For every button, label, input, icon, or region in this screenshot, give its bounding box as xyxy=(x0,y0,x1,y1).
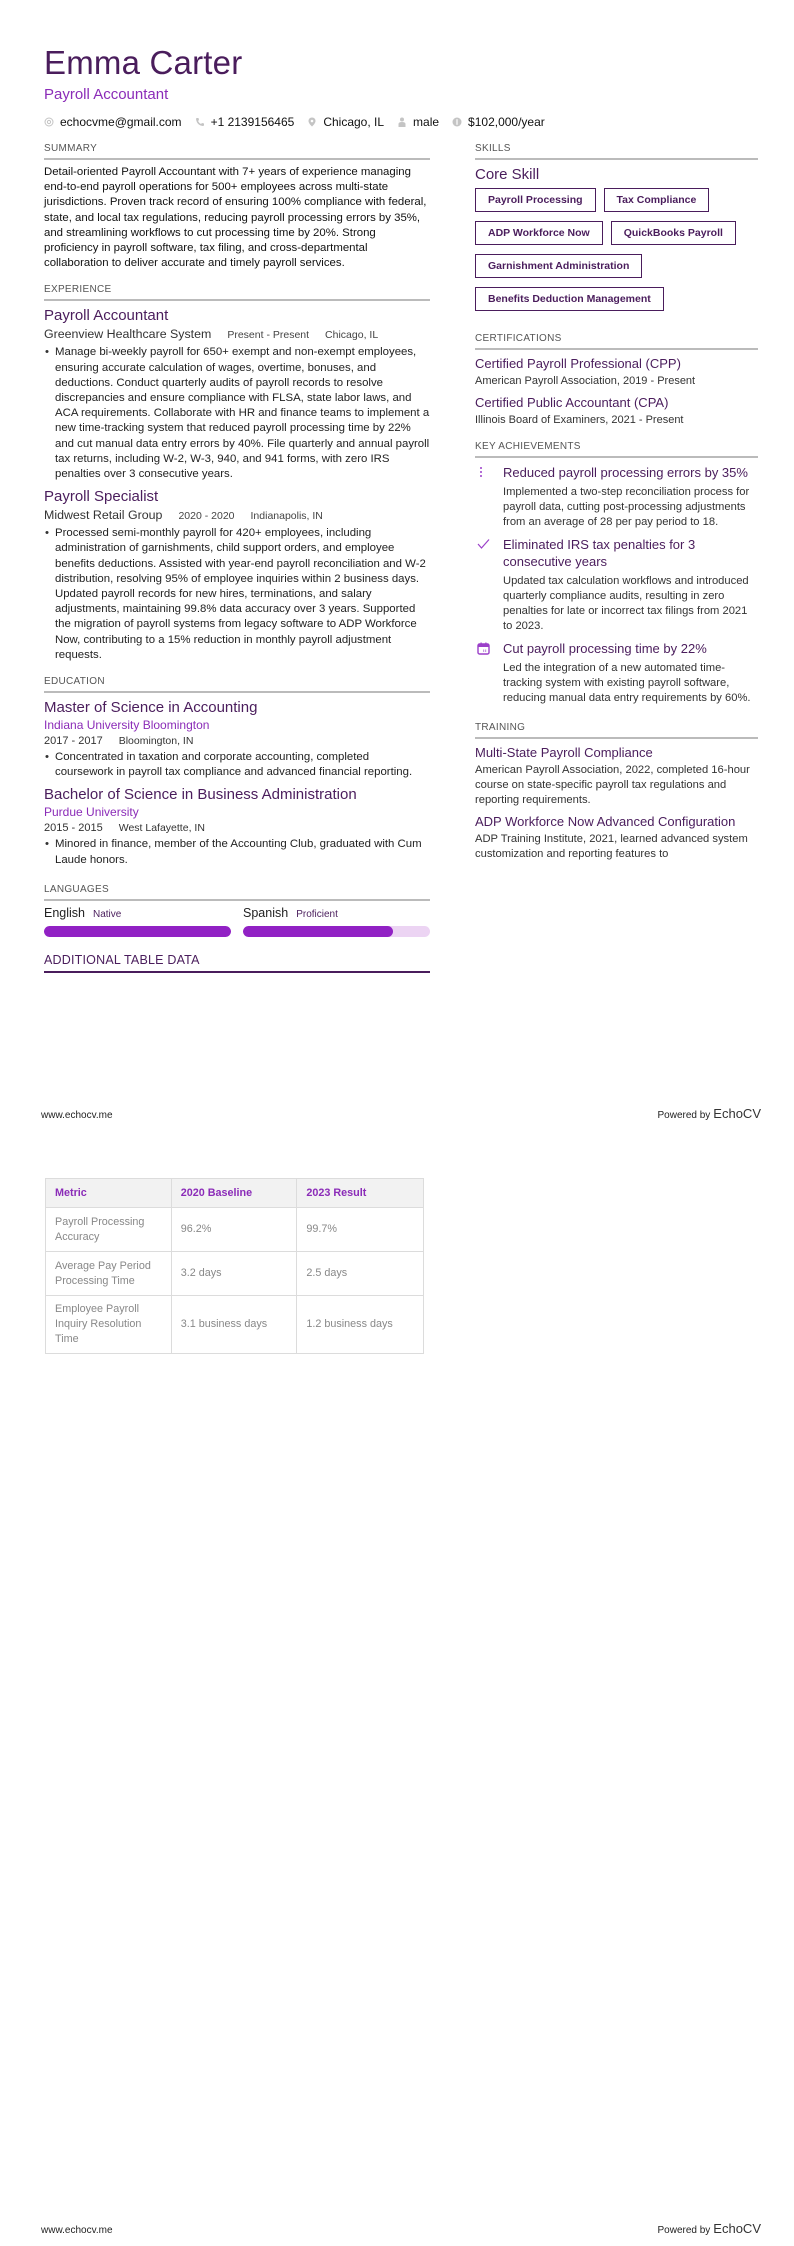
job-dates: 2020 - 2020 xyxy=(178,510,235,523)
table-cell: 2.5 days xyxy=(297,1252,424,1296)
vertical-dots-icon xyxy=(475,464,503,530)
calendar-icon xyxy=(475,640,503,706)
section-heading: KEY ACHIEVEMENTS xyxy=(475,441,758,458)
edu-bullets xyxy=(44,837,430,867)
training-desc: American Payroll Association, 2022, completed 16-hour course on state-specific payroll tax regulations and reporting requirements. xyxy=(475,764,750,806)
checkmark-icon xyxy=(475,536,503,634)
job-bullet: • Manage bi-weekly payroll for 650+ exempt and non-exempt employees, ensuring accurate calculation of wages, overtime, bonuses, and deductions. Conduct quarterly audits of payroll records to resolve discrepancies and ensure compliance with FLSA, state labor laws, and ACA requirements. Collaborate with HR and finance teams to implement a new time-tracking system that reduced payroll processing time by 22% and cut manual data entry errors by 40%. File quarterly and annual payroll tax returns, including W-2, W-3, 940, and 941 forms, with zero IRS penalties over 3 consecutive years. xyxy=(44,345,430,482)
table-cell: 96.2% xyxy=(171,1208,297,1252)
section-heading: EXPERIENCE xyxy=(44,284,430,301)
achievement-item xyxy=(475,536,758,634)
phone-icon xyxy=(195,117,205,127)
brand-logo: EchoCV xyxy=(713,2221,761,2236)
table-cell: Average Pay Period Processing Time xyxy=(46,1252,172,1296)
table-header-row xyxy=(46,1179,424,1208)
training-name: Multi-State Payroll Compliance xyxy=(475,745,653,760)
skill-category: Core Skill xyxy=(475,166,540,183)
page-footer xyxy=(41,2221,761,2236)
contact-location-value: Chicago, IL xyxy=(323,115,385,129)
page-footer xyxy=(41,1106,761,1121)
additional-table-heading: ADDITIONAL TABLE DATA xyxy=(44,952,430,973)
table-header-cell: Metric xyxy=(46,1179,172,1208)
achievement-desc: Implemented a two-step reconciliation process for payroll data, cutting post-processing adjustments from an average of 28 per pay period to 18. xyxy=(503,486,750,528)
email-icon xyxy=(44,117,54,127)
achievement-title: Eliminated IRS tax penalties for 3 consecutive years xyxy=(503,537,696,569)
salary-icon xyxy=(452,117,462,127)
cert-name: Certified Public Accountant (CPA) xyxy=(475,395,669,410)
summary-text: Detail-oriented Payroll Accountant with 7+ years of experience managing end-to-end payroll operations for 500+ employees across multi-state jurisdictions. Proven track record of ensuring 100% compliance with federal, state, and local tax regulations, reducing payroll processing errors by 35%, and streamlining workflows to cut processing time by 20%. Strong proficiency in payroll software, tax filing, and cross-departmental collaboration to deliver accurate and timely payroll services. xyxy=(44,166,427,270)
job-entry xyxy=(44,306,430,482)
edu-meta xyxy=(44,734,430,748)
skill-tag: Tax Compliance xyxy=(604,188,710,212)
powered-by-label: Powered by xyxy=(657,1110,711,1121)
experience-section xyxy=(44,284,430,663)
table-row xyxy=(46,1296,424,1354)
edu-location: West Lafayette, IN xyxy=(118,822,205,835)
job-entry xyxy=(44,487,430,663)
education-entry xyxy=(44,785,430,867)
contact-bar xyxy=(44,114,750,130)
language-bar-fill xyxy=(243,926,393,937)
table-cell: Payroll Processing Accuracy xyxy=(46,1208,172,1252)
contact-email-value: echocvme@gmail.com xyxy=(60,115,182,129)
table-cell: 3.1 business days xyxy=(171,1296,297,1354)
summary-section xyxy=(44,143,430,271)
footer-website-link[interactable]: www.echocv.me xyxy=(41,1110,113,1121)
edu-dates: 2015 - 2015 xyxy=(44,822,103,835)
language-name: Spanish xyxy=(243,905,289,920)
edu-bullets xyxy=(44,750,430,780)
table-cell: 1.2 business days xyxy=(297,1296,424,1354)
language-bar xyxy=(44,926,231,937)
contact-salary xyxy=(452,115,545,129)
section-heading: LANGUAGES xyxy=(44,884,430,901)
cert-detail: American Payroll Association, 2019 - Present xyxy=(475,375,696,387)
languages-section xyxy=(44,884,430,937)
language-level: Proficient xyxy=(296,908,338,920)
edu-meta xyxy=(44,821,430,835)
achievement-desc: Updated tax calculation workflows and introduced quarterly compliance audits, resulting in zero penalties for late or incorrect tax filings from 2021 to 2023. xyxy=(503,575,749,632)
brand-logo: EchoCV xyxy=(713,1106,761,1121)
language-item xyxy=(44,905,231,937)
contact-gender xyxy=(397,115,439,129)
achievement-title: Reduced payroll processing errors by 35% xyxy=(503,465,748,480)
table-row xyxy=(46,1252,424,1296)
table-header-cell: 2020 Baseline xyxy=(171,1179,297,1208)
job-bullet: • Processed semi-monthly payroll for 420+ employees, including administration of garnishments, child support orders, and employee benefits deductions. Assisted with year-end payroll reconciliation and W-2 distribution, resolving 95% of employee inquiries within 2 business days. Updated payroll records for new hires, terminations, and salary adjustments, maintaining 99.8% data accuracy over 3 years. Supported the migration of payroll systems from legacy software to ADP Workforce Now, contributing to a 15% reduction in monthly payroll adjustment requests. xyxy=(44,526,430,663)
skill-tag: ADP Workforce Now xyxy=(475,221,603,245)
achievements-section xyxy=(475,441,758,706)
powered-by-label: Powered by xyxy=(657,2225,711,2236)
edu-degree: Bachelor of Science in Business Administration xyxy=(44,786,357,804)
section-heading: SUMMARY xyxy=(44,143,430,160)
job-dates: Present - Present xyxy=(227,329,310,342)
job-title: Payroll Accountant xyxy=(44,307,169,325)
location-icon xyxy=(307,117,317,127)
skill-tag: QuickBooks Payroll xyxy=(611,221,736,245)
contact-email[interactable] xyxy=(44,115,182,129)
language-name: English xyxy=(44,905,85,920)
table-cell: Employee Payroll Inquiry Resolution Time xyxy=(46,1296,172,1354)
resume-header xyxy=(44,44,750,130)
training-section xyxy=(475,722,758,862)
job-bullets xyxy=(44,345,430,482)
cert-detail: Illinois Board of Examiners, 2021 - Present xyxy=(475,414,684,426)
language-head xyxy=(44,905,231,923)
cert-name: Certified Payroll Professional (CPP) xyxy=(475,356,681,371)
candidate-title: Payroll Accountant xyxy=(44,86,169,103)
contact-phone-value: +1 2139156465 xyxy=(210,115,295,129)
edu-school: Purdue University xyxy=(44,805,139,820)
skill-tag: Benefits Deduction Management xyxy=(475,287,664,311)
edu-bullet: • Minored in finance, member of the Accounting Club, graduated with Cum Laude honors. xyxy=(44,837,430,867)
language-item xyxy=(243,905,430,937)
job-bullets xyxy=(44,526,430,663)
achievement-title: Cut payroll processing time by 22% xyxy=(503,641,707,656)
edu-school: Indiana University Bloomington xyxy=(44,718,210,733)
edu-bullet: • Concentrated in taxation and corporate accounting, completed coursework in payroll tax compliance and advanced financial reporting. xyxy=(44,750,430,780)
table-header-cell: 2023 Result xyxy=(297,1179,424,1208)
achievement-item xyxy=(475,464,758,530)
job-title: Payroll Specialist xyxy=(44,488,159,506)
section-heading: EDUCATION xyxy=(44,676,430,693)
footer-powered xyxy=(657,2221,761,2236)
education-entry xyxy=(44,698,430,780)
skill-tag: Payroll Processing xyxy=(475,188,596,212)
achievement-desc: Led the integration of a new automated time-tracking system with existing payroll software, reducing manual data entry requirements by 60%. xyxy=(503,662,751,704)
section-heading: TRAINING xyxy=(475,722,758,739)
person-icon xyxy=(397,117,407,127)
contact-gender-value: male xyxy=(413,115,440,129)
table-cell: 99.7% xyxy=(297,1208,424,1252)
contact-location xyxy=(307,115,384,129)
edu-degree: Master of Science in Accounting xyxy=(44,699,258,717)
training-desc: ADP Training Institute, 2021, learned advanced system customization and reporting features to xyxy=(475,833,748,860)
job-location: Indianapolis, IN xyxy=(250,510,323,523)
right-column xyxy=(475,143,758,875)
skill-tags xyxy=(475,188,758,320)
contact-salary-value: $102,000/year xyxy=(468,115,545,129)
table-row xyxy=(46,1208,424,1252)
job-meta xyxy=(44,326,430,343)
edu-location: Bloomington, IN xyxy=(118,735,194,748)
job-meta xyxy=(44,507,430,524)
skills-section xyxy=(475,143,758,320)
language-bar xyxy=(243,926,430,937)
language-list xyxy=(44,905,430,937)
footer-website-link[interactable]: www.echocv.me xyxy=(41,2225,113,2236)
table-cell: 3.2 days xyxy=(171,1252,297,1296)
achievement-item xyxy=(475,640,758,706)
training-name: ADP Workforce Now Advanced Configuration xyxy=(475,814,736,829)
section-heading: SKILLS xyxy=(475,143,758,160)
certifications-section xyxy=(475,333,758,428)
edu-dates: 2017 - 2017 xyxy=(44,735,103,748)
candidate-name: Emma Carter xyxy=(44,44,243,81)
education-section xyxy=(44,676,430,868)
section-heading: CERTIFICATIONS xyxy=(475,333,758,350)
language-head xyxy=(243,905,430,923)
job-company: Greenview Healthcare System xyxy=(44,327,212,342)
left-column xyxy=(44,143,430,973)
contact-phone[interactable] xyxy=(195,115,295,129)
skill-tag: Garnishment Administration xyxy=(475,254,642,278)
language-bar-fill xyxy=(44,926,231,937)
language-level: Native xyxy=(93,908,122,920)
additional-data-table xyxy=(45,1178,424,1354)
job-location: Chicago, IL xyxy=(325,329,379,342)
job-company: Midwest Retail Group xyxy=(44,508,163,523)
footer-powered xyxy=(657,1106,761,1121)
resume-page-2 xyxy=(0,1140,794,2246)
